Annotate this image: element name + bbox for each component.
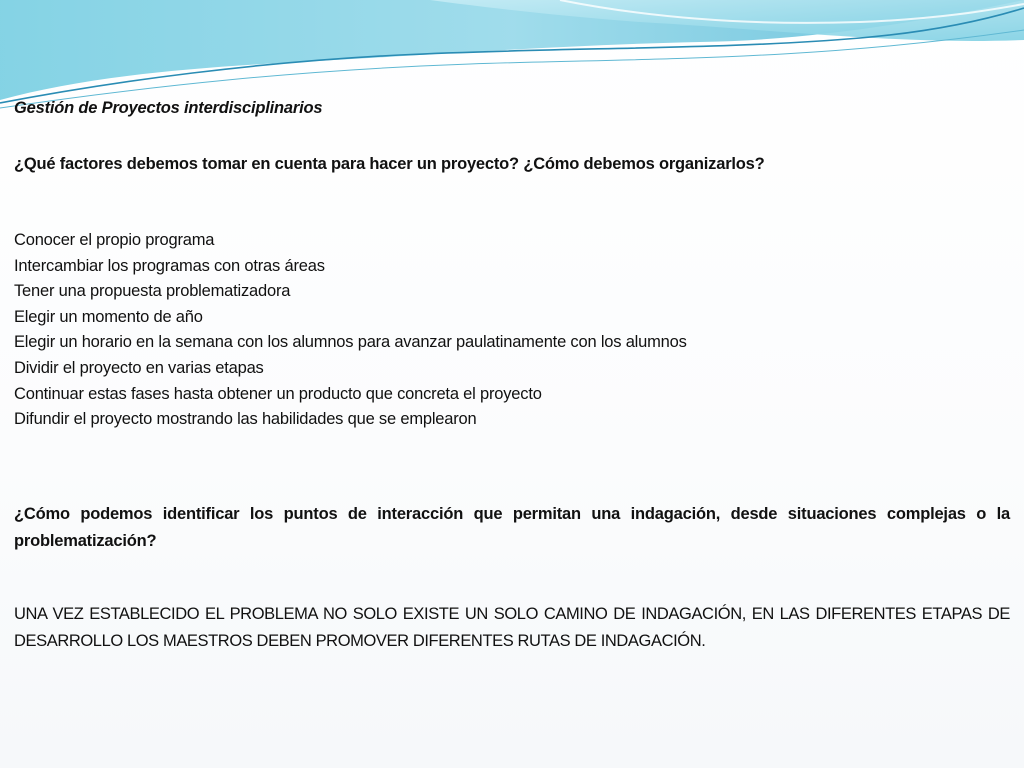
list-item: Dividir el proyecto en varias etapas [14,358,264,377]
list-item: Elegir un momento de año [14,307,203,326]
list-item: Elegir un horario en la semana con los alumnos para avanzar paulatinamente con los alumnos [14,333,687,352]
header-wave-decoration [0,0,1024,110]
list-item: Continuar estas fases hasta obtener un producto que concreta el proyecto [14,384,542,403]
question-interaction-points: ¿Cómo podemos identificar los puntos de interacción que permitan una indagación, desde situaciones complejas o la problematización? [14,504,1010,550]
slide-title: Gestión de Proyectos interdisciplinarios [14,99,323,117]
list-item: Conocer el propio programa [14,231,215,249]
list-item: Intercambiar los programas con otras áreas [14,256,325,275]
answer-paragraph: UNA VEZ ESTABLECIDO EL PROBLEMA NO SOLO EXISTE UN SOLO CAMINO DE INDAGACIÓN, EN LAS DIFERENTES ETAPAS DE DESARROLLO LOS MAESTROS DEBEN PROMOVER DIFERENTES RUTAS DE INDAGACIÓN. [14,604,1010,650]
question-factors: ¿Qué factores debemos tomar en cuenta para hacer un proyecto? ¿Cómo debemos organizarlos? [14,155,765,173]
list-item: Tener una propuesta problematizadora [14,282,291,301]
factors-list [14,228,1010,433]
slide-content [14,96,1010,655]
list-item: Difundir el proyecto mostrando las habilidades que se emplearon [14,410,477,429]
